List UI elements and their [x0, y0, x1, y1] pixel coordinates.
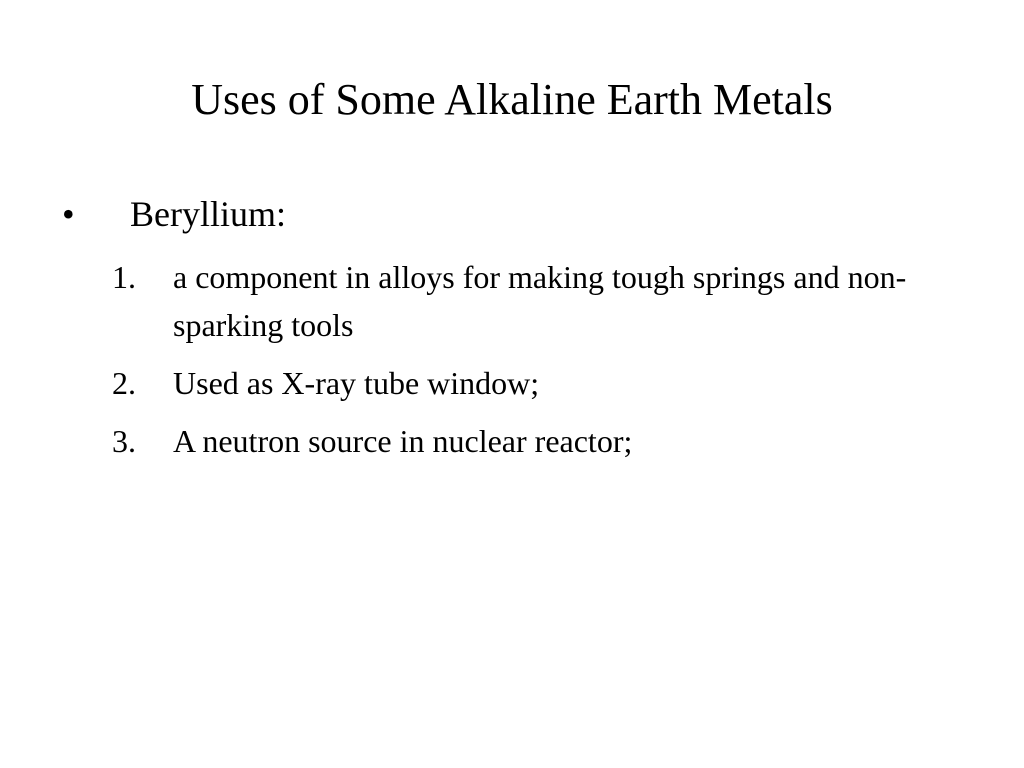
numbered-list	[112, 253, 992, 475]
list-item-text: a component in alloys for making tough springs and non-sparking tools	[173, 259, 907, 343]
list-item-text: A neutron source in nuclear reactor;	[173, 423, 633, 459]
bullet-item-beryllium	[62, 190, 286, 238]
list-item	[112, 253, 992, 349]
list-item	[112, 417, 992, 465]
list-item-text: Used as X-ray tube window;	[173, 365, 540, 401]
bullet-label: Beryllium:	[130, 194, 286, 234]
list-item-number: 2.	[112, 365, 136, 401]
bullet-icon: •	[62, 194, 75, 234]
list-item-number: 3.	[112, 423, 136, 459]
list-item	[112, 359, 992, 407]
slide-title: Uses of Some Alkaline Earth Metals	[191, 75, 833, 124]
list-item-number: 1.	[112, 259, 136, 295]
